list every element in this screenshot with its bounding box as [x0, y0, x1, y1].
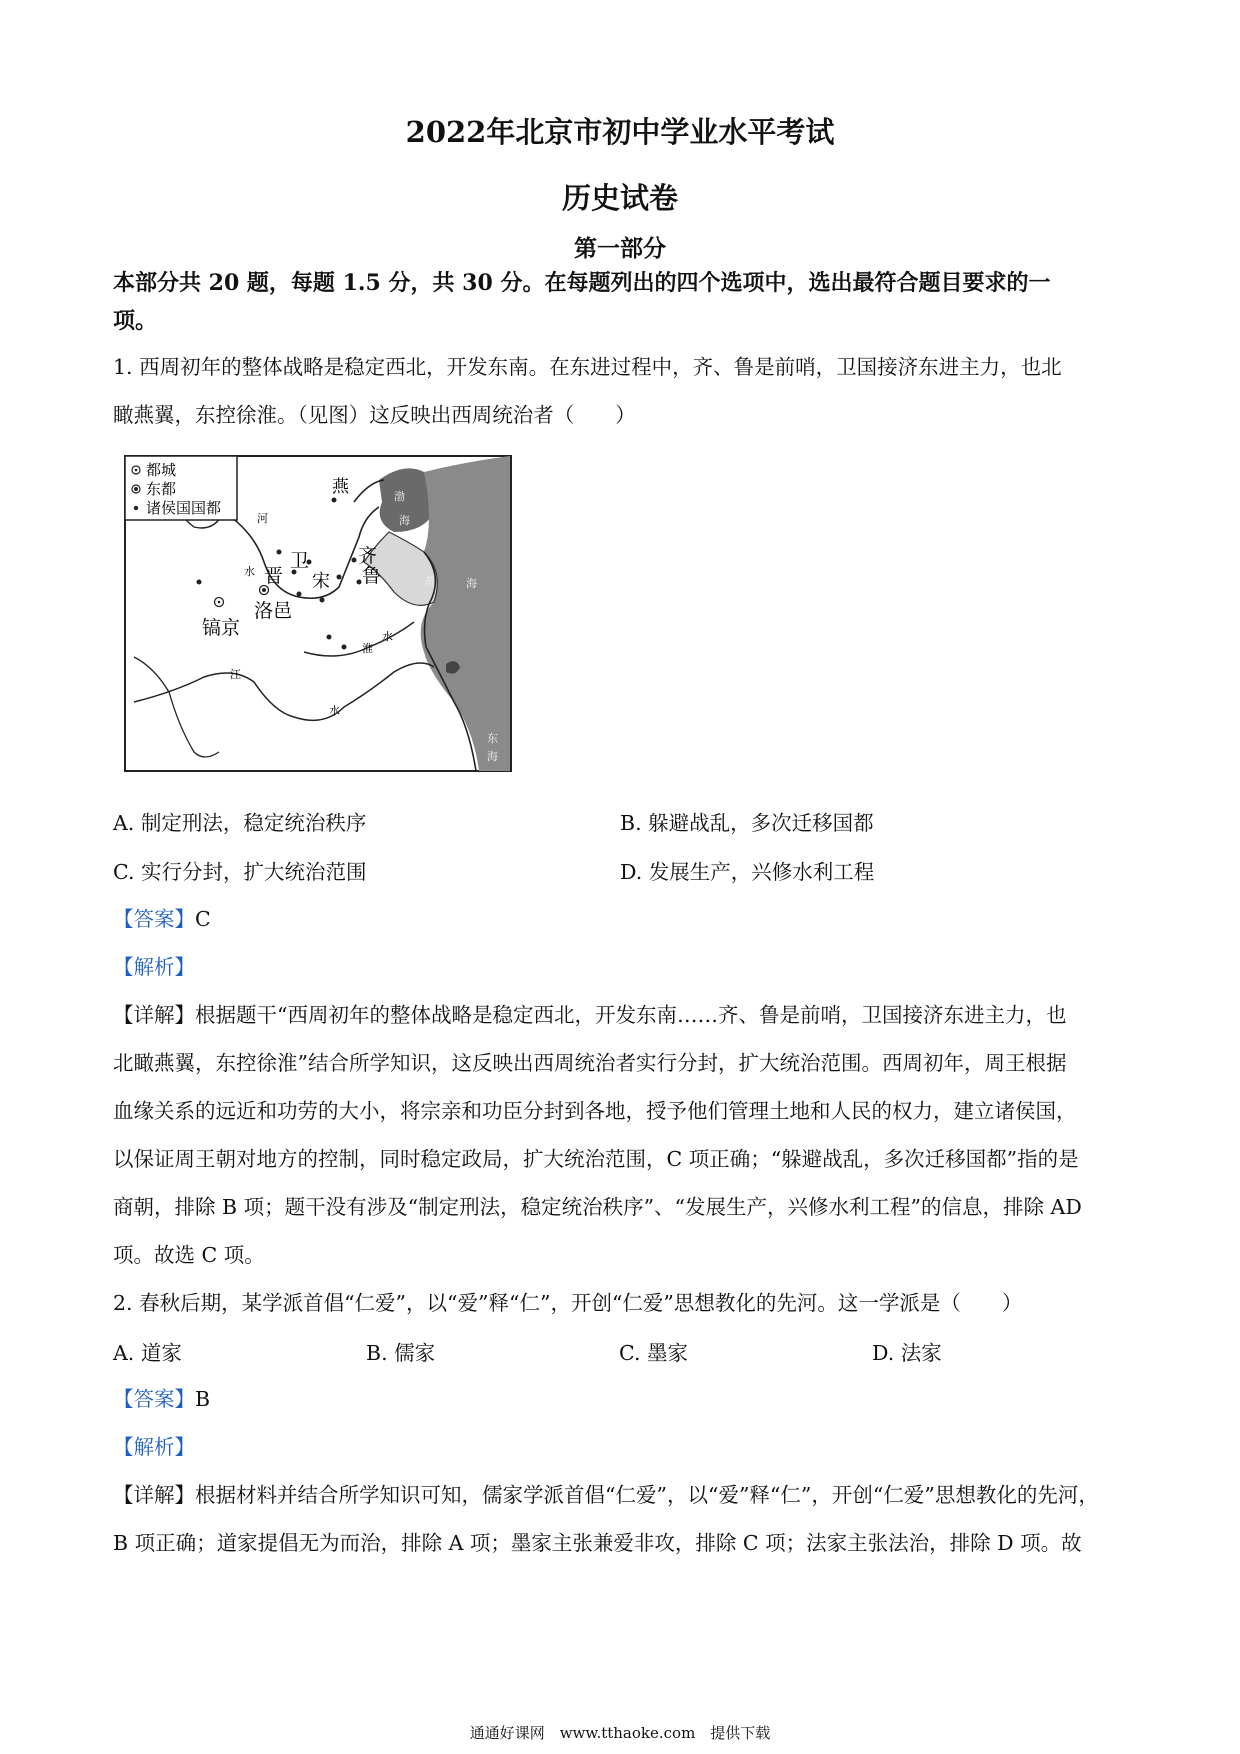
q1-stem-line-2: 瞰燕翼，东控徐淮。（见图）这反映出西周统治者（ ） — [113, 403, 636, 427]
q1-option-c[interactable]: C. 实行分封，扩大统治范围 — [113, 860, 367, 884]
city-dot-qi — [352, 558, 357, 563]
label-lu: 鲁 — [362, 565, 382, 587]
city-dot-song — [337, 575, 342, 580]
q1-option-d[interactable]: D. 发展生产，兴修水利工程 — [620, 860, 875, 884]
label-jin: 晋 — [264, 565, 284, 587]
q1-detail-line-3: 血缘关系的远近和功劳的大小，将宗亲和功臣分封到各地，授予他们管理土地和人民的权力，建立诸侯国， — [113, 1099, 1077, 1123]
svg-text:水: 水 — [329, 704, 340, 717]
city-dot-jin — [277, 550, 282, 555]
q1-detail-line-2: 北瞰燕翼，东控徐淮”结合所学知识，这反映出西周统治者实行分封，扩大统治范围。西周初年，周王根据 — [113, 1051, 1067, 1075]
q2-option-a[interactable]: A. 道家 — [113, 1341, 182, 1365]
svg-text:水: 水 — [382, 630, 393, 643]
q2-answer — [113, 1384, 1127, 1414]
q1-analysis-label: 【解析】 — [113, 955, 195, 979]
exam-title: 2022年北京市初中学业水平考试 — [405, 115, 835, 149]
city-dot-lu — [357, 580, 362, 585]
svg-text:河: 河 — [257, 512, 268, 525]
legend-capital: 都城 — [146, 461, 177, 479]
label-luoyi: 洛邑 — [254, 600, 293, 622]
svg-text:黄: 黄 — [424, 575, 435, 588]
q1-answer-label: 【答案】 — [113, 907, 195, 931]
city-dot-yan — [332, 498, 337, 503]
vassal-capital-symbol-icon — [134, 506, 138, 510]
q2-option-d[interactable]: D. 法家 — [872, 1341, 942, 1365]
part-heading: 第一部分 — [574, 235, 666, 262]
svg-text:海: 海 — [487, 750, 498, 763]
western-zhou-map — [124, 452, 514, 774]
q2-detail-line-2: B 项正确；道家提倡无为而治，排除 A 项；墨家主张兼爱非攻，排除 C 项；法家主张法治，排除 D 项。故 — [113, 1531, 1082, 1555]
q1-detail-label: 【详解】 — [113, 1003, 195, 1027]
svg-text:水: 水 — [244, 565, 255, 578]
exam-subject: 历史试卷 — [561, 181, 678, 215]
q1-answer-value: C — [195, 907, 211, 931]
q2-answer-value: B — [195, 1387, 211, 1411]
instructions-line-1: 本部分共 20 题，每题 1.5 分，共 30 分。在每题列出的四个选项中，选出最符合题目要求的一 — [113, 270, 1051, 296]
svg-text:东: 东 — [487, 732, 498, 745]
q2-answer-label: 【答案】 — [113, 1387, 195, 1411]
legend-east-capital: 东都 — [146, 480, 177, 498]
svg-text:江: 江 — [230, 668, 241, 681]
q1-option-b[interactable]: B. 躲避战乱，多次迁移国都 — [620, 811, 874, 835]
label-qi: 齐 — [358, 545, 378, 567]
q1-answer — [113, 904, 1127, 934]
label-song: 宋 — [312, 571, 330, 592]
page-footer[interactable]: 通通好课网 www.tthaoke.com 提供下载 — [469, 1724, 771, 1742]
svg-text:渤: 渤 — [394, 490, 405, 503]
q1-detail-line-5: 商朝，排除 B 项；题干没有涉及“制定刑法，稳定统治秩序”、“发展生产，兴修水利工程”的信息，排除 AD — [113, 1195, 1082, 1219]
q2-stem: 2. 春秋后期，某学派首倡“仁爱”，以“爱”释“仁”，开创“仁爱”思想教化的先河。这一学派是（ ） — [113, 1291, 1023, 1315]
q1-detail-line-4: 以保证周王朝对地方的控制，同时稳定政局，扩大统治范围，C 项正确；“躲避战乱，多次迁移国都”指的是 — [113, 1147, 1079, 1171]
q2-detail-line-1: 【详解】根据材料并结合所学知识可知，儒家学派首倡“仁爱”，以“爱”释“仁”，开创“仁爱”思想教化的先河， — [113, 1483, 1099, 1507]
legend-vassal-capital: 诸侯国国都 — [146, 499, 222, 517]
q1-stem-line-1: 1. 西周初年的整体战略是稳定西北，开发东南。在东进过程中，齐、鲁是前哨，卫国接济东进主力，也北 — [113, 355, 1062, 379]
svg-text:海: 海 — [466, 577, 477, 590]
label-haojing: 镐京 — [202, 617, 241, 639]
q2-analysis-label: 【解析】 — [113, 1435, 195, 1459]
svg-text:淮: 淮 — [362, 642, 373, 655]
q1-detail-line-1: 【详解】根据题干“西周初年的整体战略是稳定西北，开发东南……齐、鲁是前哨，卫国接济东进主力，也 — [113, 1003, 1067, 1027]
q1-detail-line-6: 项。故选 C 项。 — [113, 1243, 265, 1267]
label-wei: 卫 — [290, 550, 310, 572]
instructions-line-2: 项。 — [113, 308, 158, 334]
q2-option-b[interactable]: B. 儒家 — [366, 1341, 436, 1365]
svg-text:海: 海 — [399, 514, 410, 527]
q2-option-c[interactable]: C. 墨家 — [619, 1341, 688, 1365]
q1-option-a[interactable]: A. 制定刑法，稳定统治秩序 — [113, 811, 367, 835]
q2-detail-label: 【详解】 — [113, 1483, 195, 1507]
label-yan: 燕 — [332, 477, 349, 497]
